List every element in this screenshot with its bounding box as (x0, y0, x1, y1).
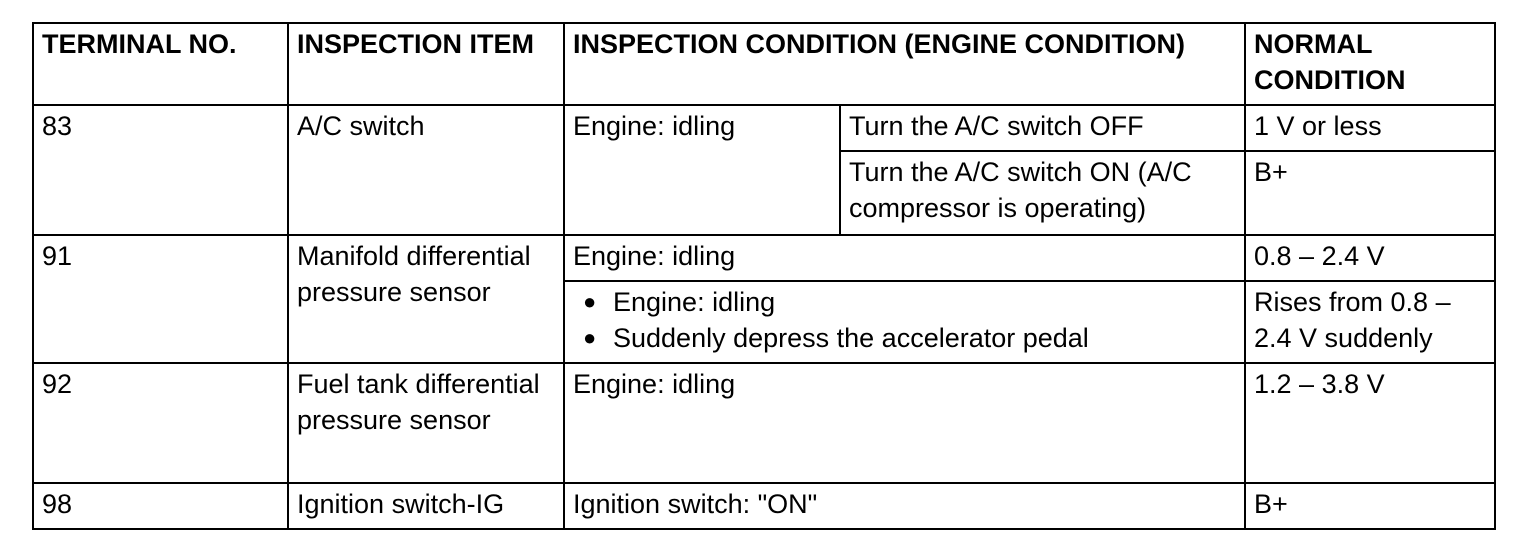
bullet-text: Engine: idling (613, 287, 776, 317)
header-inspection-item: INSPECTION ITEM (288, 23, 564, 105)
inspection-item-cell: Ignition switch-IG (288, 483, 564, 529)
inspection-item-cell: Fuel tank differential pressure sensor (288, 363, 564, 483)
inspection-condition-cell: Ignition switch: "ON" (564, 483, 1245, 529)
inspection-condition-cell (564, 281, 1245, 363)
normal-condition-cell: 1 V or less (1245, 105, 1495, 151)
terminal-cell: 91 (33, 235, 288, 363)
header-terminal-no: TERMINAL NO. (33, 23, 288, 105)
inspection-table (32, 22, 1496, 530)
normal-condition-cell: B+ (1245, 151, 1495, 235)
terminal-cell: 98 (33, 483, 288, 529)
normal-condition-cell: Rises from 0.8 – 2.4 V suddenly (1245, 281, 1495, 363)
condition-action-cell: Turn the A/C switch ON (A/C compressor is operating) (840, 151, 1245, 235)
normal-condition-cell: 0.8 – 2.4 V (1245, 235, 1495, 281)
condition-action-cell: Turn the A/C switch OFF (840, 105, 1245, 151)
table-row (33, 483, 1495, 529)
header-normal-condition: NORMAL CONDITION (1245, 23, 1495, 105)
inspection-item-cell: A/C switch (288, 105, 564, 235)
inspection-item-cell: Manifold differential pressure sensor (288, 235, 564, 363)
normal-condition-cell: B+ (1245, 483, 1495, 529)
table-header-row (33, 23, 1495, 105)
list-item (573, 284, 1236, 320)
terminal-cell: 83 (33, 105, 288, 235)
inspection-condition-cell: Engine: idling (564, 105, 840, 235)
header-inspection-condition: INSPECTION CONDITION (ENGINE CONDITION) (564, 23, 1245, 105)
normal-condition-cell: 1.2 – 3.8 V (1245, 363, 1495, 483)
table-row (33, 363, 1495, 483)
bullet-icon: ● (583, 325, 597, 350)
inspection-condition-cell: Engine: idling (564, 363, 1245, 483)
list-item (573, 320, 1236, 356)
inspection-condition-cell: Engine: idling (564, 235, 1245, 281)
condition-bullet-list (573, 284, 1236, 356)
table-row (33, 235, 1495, 281)
bullet-text: Suddenly depress the accelerator pedal (613, 323, 1089, 353)
bullet-icon: ● (583, 289, 597, 314)
terminal-cell: 92 (33, 363, 288, 483)
table-row (33, 105, 1495, 151)
